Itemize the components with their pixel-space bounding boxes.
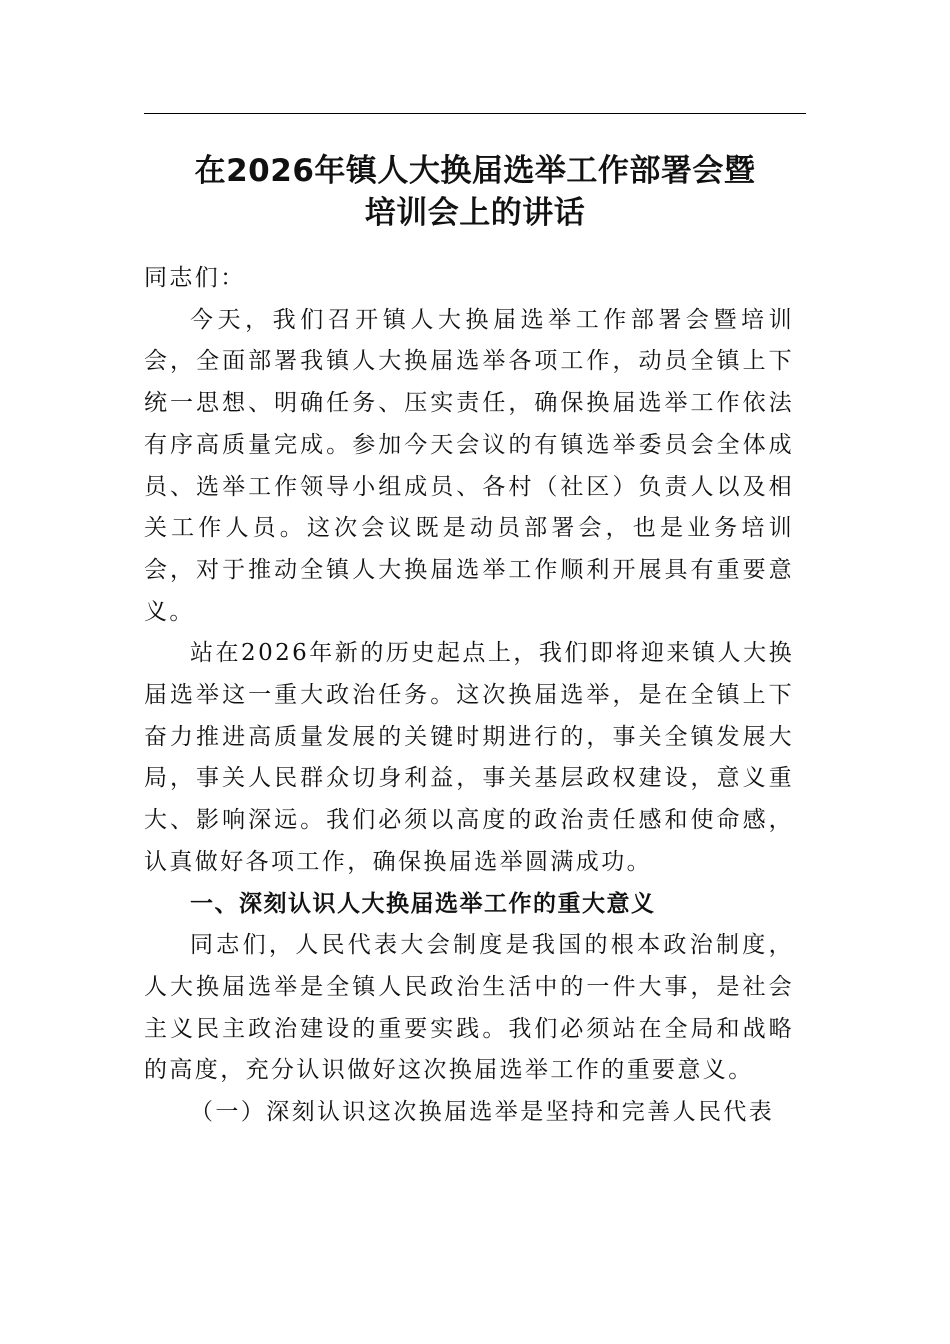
document-body — [144, 258, 794, 1134]
header-rule — [144, 113, 806, 114]
salutation: 同志们： — [144, 265, 246, 291]
section-heading-1: 一、深刻认识人大换届选举工作的重大意义 — [190, 890, 656, 917]
paragraph-section-1: 同志们，人民代表大会制度是我国的根本政治制度，人大换届选举是全镇人民政治生活中的一件大事，是社会主义民主政治建设的重要实践。我们必须站在全局和战略的高度，充分认识做好这次换届选举工作的重要意义。 — [144, 932, 794, 1084]
document-title — [144, 150, 806, 234]
paragraph-context: 站在2026年新的历史起点上，我们即将迎来镇人大换届选举这一重大政治任务。这次换届选举，是在全镇上下奋力推进高质量发展的关键时期进行的，事关全镇发展大局，事关人民群众切身利益，事关基层政权建设，意义重大、影响深远。我们必须以高度的政治责任感和使命感，认真做好各项工作，确保换届选举圆满成功。 — [144, 640, 794, 875]
paragraph-opening: 今天，我们召开镇人大换届选举工作部署会暨培训会，全面部署我镇人大换届选举各项工作，动员全镇上下统一思想、明确任务、压实责任，确保换届选举工作依法有序高质量完成。参加今天会议的有镇选举委员会全体成员、选举工作领导小组成员、各村（社区）负责人以及相关工作人员。这次会议既是动员部署会，也是业务培训会，对于推动全镇人大换届选举工作顺利开展具有重要意义。 — [144, 306, 794, 625]
title-line-2: 培训会上的讲话 — [364, 195, 586, 231]
subheading-1-1: （一）深刻认识这次换届选举是坚持和完善人民代表 — [190, 1099, 775, 1126]
title-line-1: 在2026年镇人大换届选举工作部署会暨 — [194, 153, 756, 189]
